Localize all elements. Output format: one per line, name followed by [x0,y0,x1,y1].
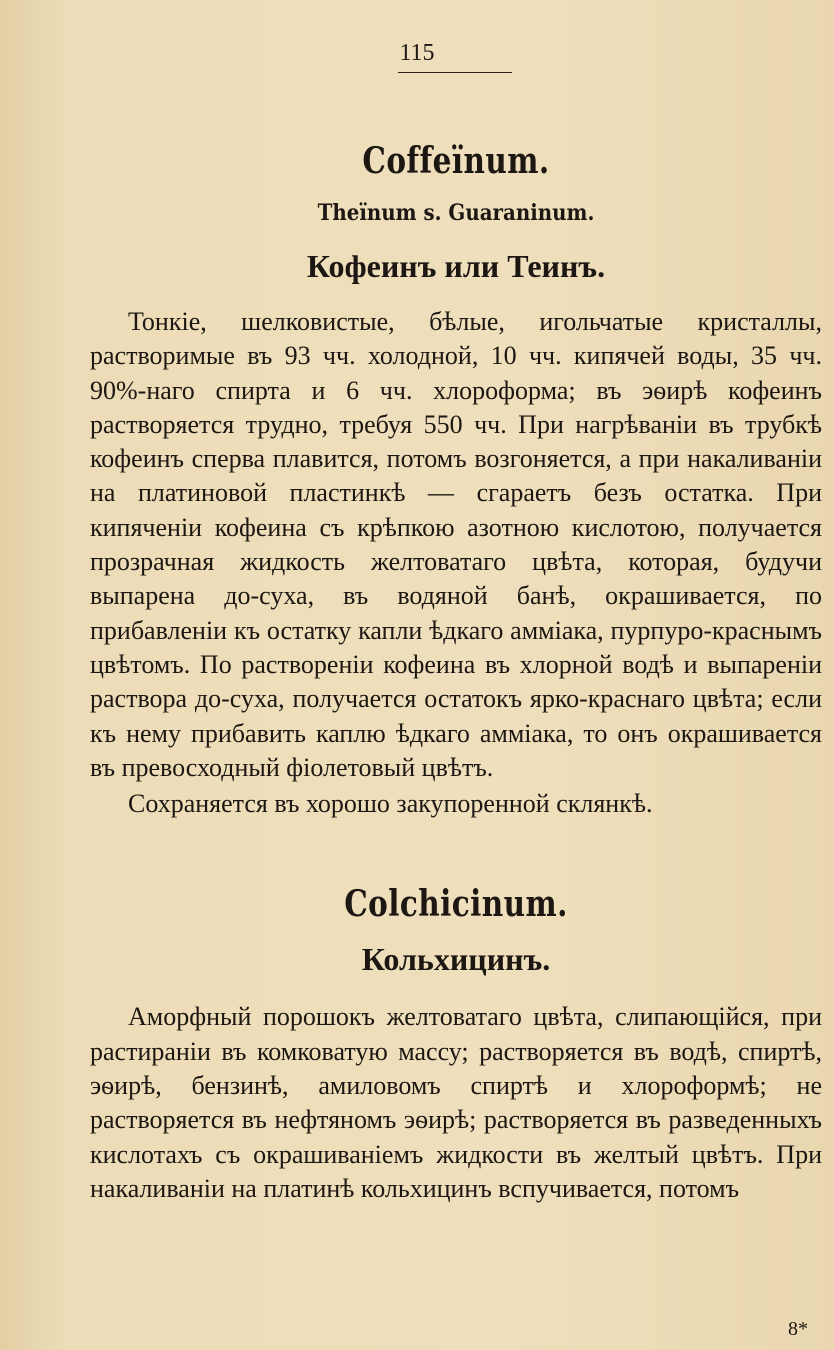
page-content [90,130,822,1206]
colchicinum-title: Colchicinum. [344,883,568,926]
coffeinum-title: Coffeïnum. [362,140,550,182]
colchicinum-russian-title: Кольхицинъ. [361,941,551,978]
page-number: 115 [399,40,435,66]
coffeinum-subtitle: Theïnum s. Guaraninum. [317,200,595,226]
signature-mark: 8* [788,1318,808,1340]
colchicinum-description: Аморфный порошокъ желтоватаго цвѣта, слипающійся, при растираніи въ комковатую массу; растворяется въ водѣ, спиртѣ, эѳирѣ, бензинѣ, амиловомъ спиртѣ и хлороформѣ; не растворяется въ нефтяномъ эѳирѣ; растворяется въ разведенныхъ кислотахъ съ окрашиваніемъ жидкости въ желтый цвѣтъ. При накаливаніи на платинѣ кольхицинъ вспучивается, потомъ [90,1002,822,1203]
coffeinum-description: Тонкіе, шелковистые, бѣлые, игольчатые кристаллы, растворимые въ 93 чч. холодной, 10 чч. кипячей воды, 35 чч. 90%-наго спирта и 6 чч. хлороформа; въ эѳирѣ кофеинъ растворяется трудно, требуя 550 чч. При нагрѣваніи въ трубкѣ кофеинъ сперва плавится, потомъ возгоняется, а при накаливаніи на платиновой пластинкѣ — сгараетъ безъ остатка. При кипяченіи кофеина съ крѣпкою азотною кислотою, получается прозрачная жидкость желтоватаго цвѣта, которая, будучи выпарена до-суха, въ водяной банѣ, окрашивается, по прибавленіи къ остатку капли ѣдкаго амміака, пурпуро-краснымъ цвѣтомъ. По раствореніи кофеина въ хлорной водѣ и выпареніи раствора до-суха, получается остатокъ ярко-краснаго цвѣта; если къ нему прибавить каплю ѣдкаго амміака, то онъ окрашивается въ превосходный фіолетовый цвѣтъ. [90,307,822,782]
coffeinum-russian-title: Кофеинъ или Теинъ. [306,248,606,284]
header-rule [398,72,512,73]
coffeinum-storage-note: Сохраняется въ хорошо закупоренной склянкѣ. [128,789,653,819]
